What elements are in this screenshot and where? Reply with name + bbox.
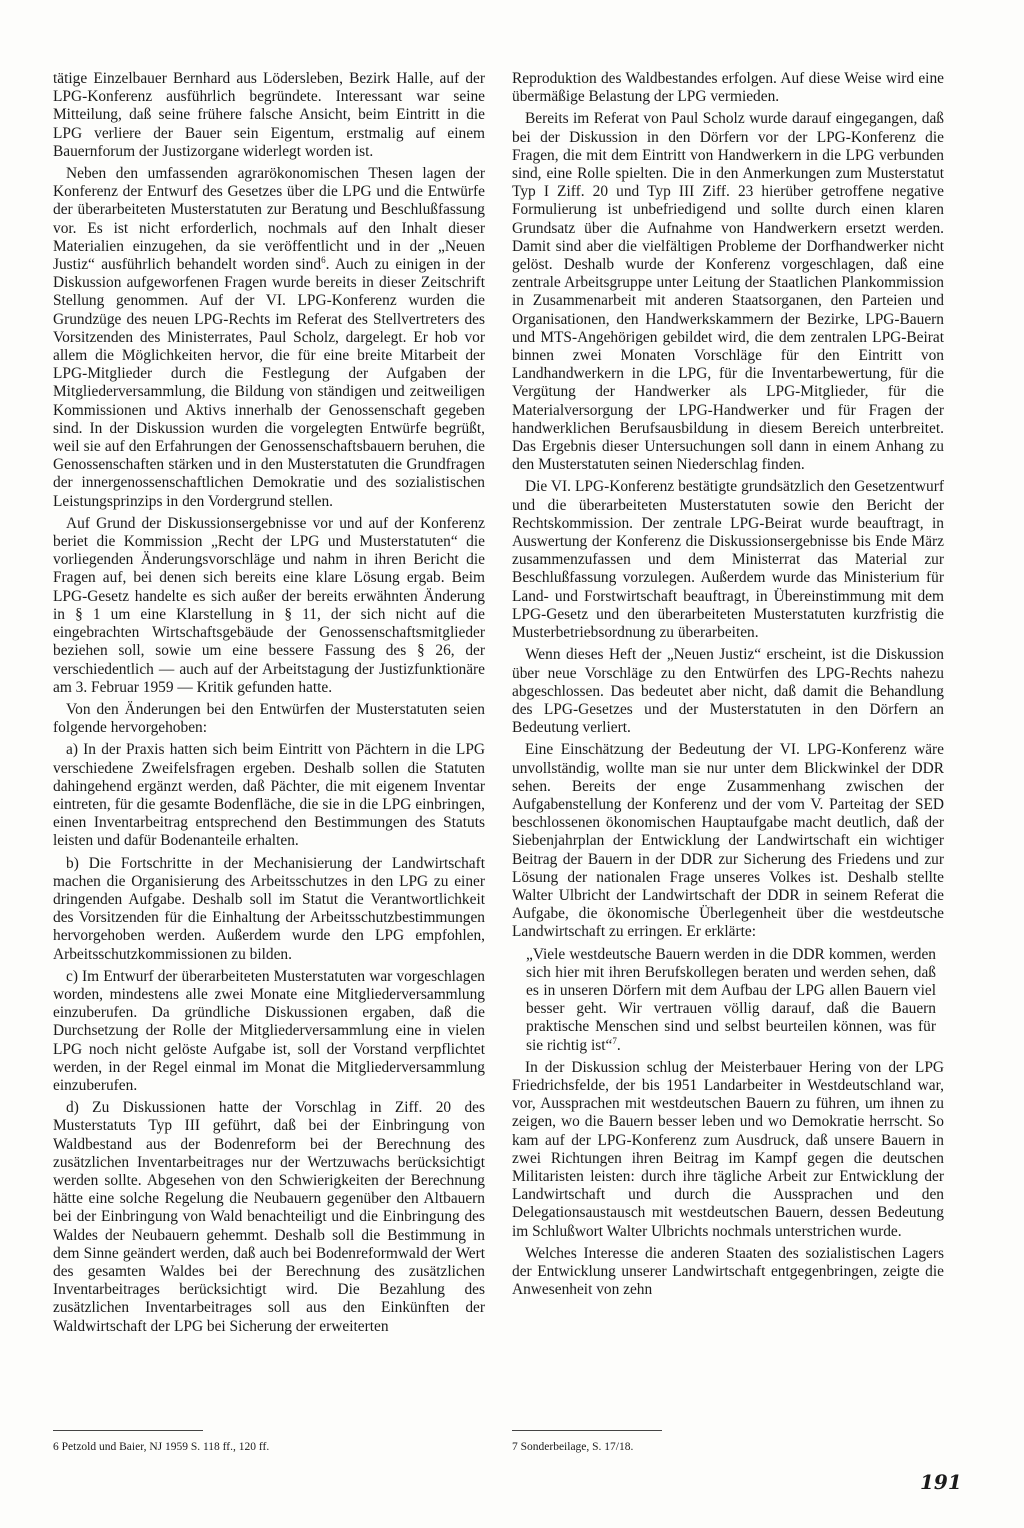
left-column <box>53 70 485 1340</box>
paragraph: Von den Änderungen bei den Entwürfen der Musterstatuten seien folgende hervorgehoben: <box>53 700 485 737</box>
quote-end: . <box>616 1036 621 1054</box>
footnote-ref: 6 <box>321 254 326 265</box>
footnote-divider <box>512 1430 662 1431</box>
paragraph-text: . Auch zu einigen in der Diskussion aufgeworfenen Fragen wurde bereits in dieser Zeitschrift Stellung genommen. Auf der VI. LPG-Konferenz wurden die Grundzüge des neuen LPG-Rechts im Referat des Stellvertreters des Vorsitzenden des Ministerrates, Paul Scholz, dargelegt. Er hob vor allem die Möglichkeiten hervor, die für eine breite Mitarbeit der LPG-Mitglieder durch die Festlegung der Aufgaben der Mitgliederversammlung, die Bildung von ständigen und zeitweiligen Kommissionen und Aktivs innerhalb der Genossenschaft gegeben sind. In der Diskussion wurden die vorgelegten Entwürfe begrüßt, weil sie auf den Erfahrungen der Genossenschaftsbauern beruhen, die Genossenschaften stärken und in den Musterstatuten die Grundfragen der innergenossenschaftlichen Demokratie und des sozialistischen Leistungsprinzips in den Vordergrund stellen. <box>53 256 485 510</box>
paragraph: Wenn dieses Heft der „Neuen Justiz“ erscheint, ist die Diskussion über neue Vorschläge zu den Entwürfen des LPG-Rechts nahezu abgeschlossen. Das bedeutet aber nicht, daß damit die Behandlung des LPG-Gesetzes und der Musterstatuten in den Dörfern an Bedeutung verliert. <box>512 646 944 737</box>
footnote-ref: 7 <box>612 1035 617 1046</box>
paragraph: Welches Interesse die anderen Staaten des sozialistischen Lagers der Entwicklung unserer Landwirtschaft entgegenbringen, zeigte die Anwesenheit von zehn <box>512 1244 944 1299</box>
footnote: 7 Sonderbeilage, S. 17/18. <box>512 1441 634 1453</box>
list-item: d) Zu Diskussionen hatte der Vorschlag in Ziff. 20 des Musterstatuts Typ III geführt, daß bei der Einbringung von Waldbestand aus der Bodenreform bei der Berechnung des zusätzlichen Inventarbeitrages nur der Wertzuwachs berücksichtigt werden sollte. Abgesehen von den Schwierigkeiten der Berechnung hätte eine solche Regelung die Neubauern gegenüber den Altbauern bei der Einbringung von Wald benachteiligt und die Einbringung des Waldes der Neubauern gehemmt. Deshalb soll die Bestimmung in dem Sinne geändert werden, daß auch bei Bodenreformwald der Wert des gesamten Waldes bei der Berechnung des zusätzlichen Inventarbeitrages berücksichtigt wird. Die Bezahlung des zusätzlichen Inventarbeitrages soll aus den Einkünften der Waldwirtschaft der LPG bei Sicherung der erweiterten <box>53 1099 485 1335</box>
paragraph: Bereits im Referat von Paul Scholz wurde darauf eingegangen, daß bei der Diskussion in den Dörfern vor der LPG-Konferenz die Fragen, die mit dem Eintritt von Handwerkern in die LPG verbunden sind, eine Rolle spielten. Die in den Anmerkungen zum Musterstatut Typ I Ziff. 20 und Typ III Ziff. 23 hierüber getroffene negative Formulierung ist unbefriedigend und sollte durch einen klaren Grundsatz über die Aufnahme von Handwerkern ersetzt werden. Damit sind aber die vielfältigen Probleme der Dorfhandwerker nicht gelöst. Deshalb wurde der Konferenz vorgeschlagen, daß eine zentrale Arbeitsgruppe unter Leitung der Staatlichen Plankommission in Zusammenarbeit mit anderen Staatsorganen, den Parteien und Organisationen, den Handwerkskammern der Bezirke, LPG-Bauern und MTS-Angehörigen gebildet wird, die dem zentralen LPG-Beirat binnen zwei Monaten Vorschläge für den Eintritt von Landhandwerkern in die LPG, für die Inventarbewertung, für die Vergütung der Handwerker als LPG-Mitglieder, für die Materialversorgung der LPG-Handwerker und für Fragen der handwerklichen Berufsausbildung in diesem Bereich unterbreitet. Das Ergebnis dieser Untersuchungen soll dann in einem Anhang zu den Musterstatuten seinen Niederschlag finden. <box>512 110 944 474</box>
page-number: 191 <box>920 1470 962 1494</box>
paragraph-text: Neben den umfassenden agrarökonomischen Thesen lagen der Konferenz der Entwurf des Gesetzes über die LPG und die Entwürfe der überarbeiteten Musterstatuten zur Beratung und Beschlußfassung vor. Es ist nicht erforderlich, nochmals auf den Inhalt dieser Materialien einzugehen, da sie veröffentlicht und in der „Neuen Justiz“ ausführlich behandelt worden sind <box>53 165 485 274</box>
paragraph: In der Diskussion schlug der Meisterbauer Hering von der LPG Friedrichsfelde, der bis 1951 Landarbeiter in Westdeutschland war, vor, Aussprachen mit westdeutschen Bauern zu führen, um ihnen zu zeigen, wo die Bauern besser leben und wo Demokratie herrscht. So kam auf der LPG-Konferenz zum Ausdruck, daß unsere Bauern in zwei Richtungen ihren Beitrag im Kampf gegen die deutschen Militaristen leisten: durch ihre tägliche Arbeit zur Entwicklung der Landwirtschaft und durch die Aussprachen und den Delegationsaustausch mit westdeutschen Bauern, dessen Bedeutung im Schlußwort Walter Ulbrichts nochmals unterstrichen wurde. <box>512 1058 944 1240</box>
footnote-divider <box>53 1430 203 1431</box>
block-quote <box>526 946 936 1055</box>
list-item: a) In der Praxis hatten sich beim Eintritt von Pächtern in die LPG verschiedene Zweifelsfragen ergeben. Deshalb sollen die Statuten dahingehend ergänzt werden, daß Pächter, die mit eigenem Inventar eintreten, für die gesamte Bodenfläche, die sie in die LPG einbringen, einen Inventarbeitrag entsprechend den Bestimmungen des Statuts leisten und dafür Bodenanteile erhalten. <box>53 741 485 850</box>
paragraph: Reproduktion des Waldbestandes erfolgen. Auf diese Weise wird eine übermäßige Belastung der LPG vermieden. <box>512 70 944 106</box>
paragraph: tätige Einzelbauer Bernhard aus Lödersleben, Bezirk Halle, auf der LPG-Konferenz ausführlich begründete. Interessant war seine Mitteilung, daß seine frühere falsche Ansicht, beim Eintritt in die LPG verliere der Bauer sein Eigentum, erstmalig auf einem Bauernforum der Justizorgane widerlegt worden ist. <box>53 70 485 160</box>
paragraph: Eine Einschätzung der Bedeutung der VI. LPG-Konferenz wäre unvollständig, wollte man sie nur unter dem Blickwinkel der DDR sehen. Bereits der enge Zusammenhang zwischen der Aufgabenstellung der Konferenz und der vom V. Parteitag der SED beschlossenen ökonomischen Hauptaufgabe macht deutlich, daß der Siebenjahrplan der Entwicklung der Landwirtschaft ein wichtiger Beitrag der Bauern in der DDR zur Sicherung des Friedens und zur Lösung der nationalen Frage unseres Volkes ist. Deshalb stellte Walter Ulbricht der Landwirtschaft der DDR in seinem Referat die Aufgabe, die ökonomische Überlegenheit über die westdeutsche Landwirtschaft zu erringen. Er erklärte: <box>512 741 944 941</box>
paragraph <box>53 165 485 511</box>
paragraph: Auf Grund der Diskussionsergebnisse vor und auf der Konferenz beriet die Kommission „Recht der LPG und Musterstatuten“ die vorliegenden Änderungsvorschläge und nahm in ihren Bericht die Fragen auf, bei denen sich bereits eine klare Lösung ergab. Beim LPG-Gesetz handelte es sich außer der bereits erwähnten Änderung in § 1 um eine Klarstellung in § 11, der sich nicht auf die eingebrachten Wirtschaftsgebäude der Genossenschaftsmitglieder beziehen soll, sowie um eine bessere Fassung des § 26, der verschiedentlich — auch auf der Arbeitstagung der Justizfunktionäre am 3. Februar 1959 — Kritik gefunden hatte. <box>53 514 485 696</box>
footnote: 6 Petzold und Baier, NJ 1959 S. 118 ff., 120 ff. <box>53 1441 270 1453</box>
quote-text: „Viele westdeutsche Bauern werden in die DDR kommen, werden sich hier mit ihren Berufskollegen beraten und werden sehen, daß es in unseren Dörfern mit dem Aufbau der LPG allen Bauern viel besser geht. Wir vertrauen völlig darauf, daß die Bauern praktische Menschen sind und selbst beurteilen können, was für sie richtig ist“ <box>526 945 936 1054</box>
list-item: b) Die Fortschritte in der Mechanisierung der Landwirtschaft machen die Organisierung des Arbeitsschutzes in den LPG zu einer dringenden Aufgabe. Deshalb soll im Statut die Verantwortlichkeit des Vorsitzenden für die Einhaltung der Arbeitsschutzbestimmungen hervorgehoben werden. Außerdem wurde den LPG empfohlen, Arbeitsschutzkommissionen zu bilden. <box>53 854 485 963</box>
paragraph: Die VI. LPG-Konferenz bestätigte grundsätzlich den Gesetzentwurf und die überarbeiteten Musterstatuten sowie den Bericht der Rechtskommission. Der zentrale LPG-Beirat wurde beauftragt, in Auswertung der Konferenz die Diskussionsergebnisse bis Ende März zusammenzufassen und dem Ministerrat das Material zur Beschlußfassung vorzulegen. Außerdem wurde das Ministerium für Land- und Forstwirtschaft beauftragt, in Übereinstimmung mit dem LPG-Gesetz und den überarbeiteten Musterstatuten kurzfristig die Musterbetriebsordnung zu überarbeiten. <box>512 478 944 642</box>
list-item: c) Im Entwurf der überarbeiteten Musterstatuten war vorgeschlagen worden, mindestens alle zwei Monate eine Mitgliederversammlung einzuberufen. Da gründliche Diskussionen ergaben, daß die Durchsetzung der Rolle der Mitgliederversammlung eine in vielen LPG noch nicht gelöste Aufgabe ist, soll der Vorstand verpflichtet werden, in der Regel einmal im Monat die Mitgliederversammlung einzuberufen. <box>53 967 485 1094</box>
right-column <box>512 70 944 1303</box>
